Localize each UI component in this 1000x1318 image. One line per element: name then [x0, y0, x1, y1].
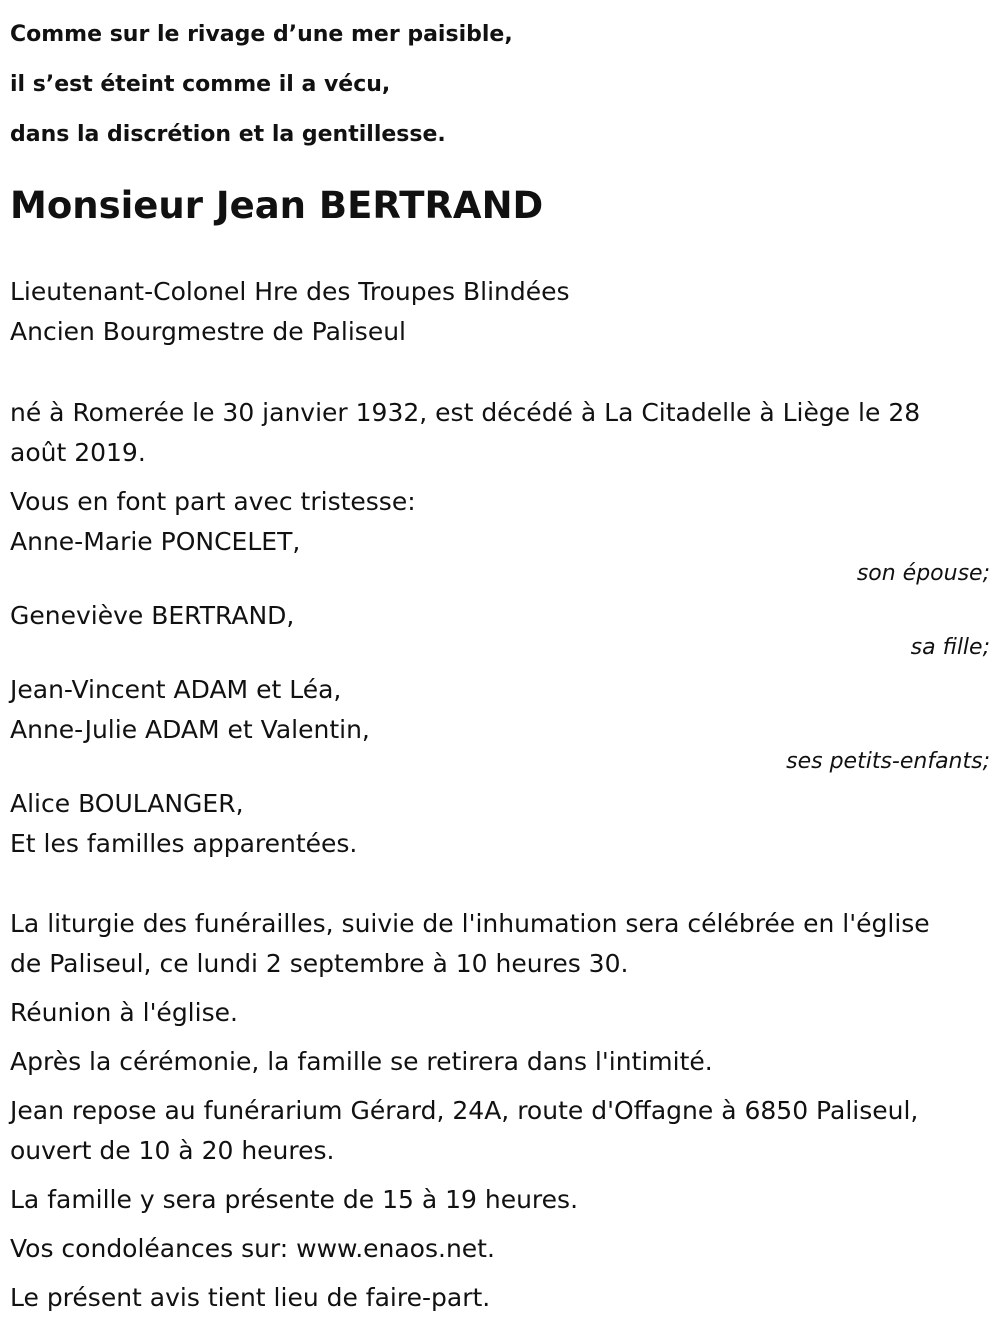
liturgy-line: La liturgie des funérailles, suivie de l'inhumation sera célébrée en l'église	[10, 909, 930, 938]
title-line: Ancien Bourgmestre de Paliseul	[10, 317, 406, 346]
ceremony-details	[10, 904, 990, 1318]
after-ceremony-info: Après la cérémonie, la famille se retirera dans l'intimité.	[10, 1047, 713, 1076]
funeral-home-line: ouvert de 10 à 20 heures.	[10, 1136, 335, 1165]
epigraph	[10, 0, 990, 160]
family-member: Alice BOULANGER,	[10, 789, 244, 818]
birth-death-statement	[10, 393, 990, 473]
condolences-info: Vos condoléances sur: www.enaos.net.	[10, 1234, 495, 1263]
family-presence-info: La famille y sera présente de 15 à 19 heures.	[10, 1185, 579, 1214]
family-member: Et les familles apparentées.	[10, 829, 358, 858]
family-role: ses petits-enfants;	[786, 749, 990, 774]
deceased-titles	[10, 272, 990, 352]
epigraph-line: dans la discrétion et la gentillesse.	[10, 122, 446, 147]
family-member: Geneviève BERTRAND,	[10, 601, 295, 630]
family-intro: Vous en font part avec tristesse:	[10, 487, 416, 516]
deceased-name: Monsieur Jean BERTRAND	[10, 184, 544, 227]
funeral-home-line: Jean repose au funérarium Gérard, 24A, route d'Offagne à 6850 Paliseul,	[10, 1096, 919, 1125]
meeting-info: Réunion à l'église.	[10, 998, 238, 1027]
liturgy-line: de Paliseul, ce lundi 2 septembre à 10 heures 30.	[10, 949, 629, 978]
family-role: sa fille;	[910, 635, 990, 660]
epigraph-line: Comme sur le rivage d’une mer paisible,	[10, 22, 513, 47]
notice-statement: Le présent avis tient lieu de faire-part.	[10, 1283, 491, 1312]
title-line: Lieutenant-Colonel Hre des Troupes Blindées	[10, 277, 570, 306]
birth-death-line: né à Romerée le 30 janvier 1932, est décédé à La Citadelle à Liège le 28	[10, 398, 921, 427]
family-member: Anne-Marie PONCELET,	[10, 527, 301, 556]
obituary-notice	[10, 0, 990, 1318]
epigraph-line: il s’est éteint comme il a vécu,	[10, 72, 391, 97]
family-list	[10, 482, 990, 864]
family-member: Anne-Julie ADAM et Valentin,	[10, 715, 370, 744]
family-role: son épouse;	[856, 561, 990, 586]
birth-death-line: août 2019.	[10, 438, 146, 467]
family-member: Jean-Vincent ADAM et Léa,	[10, 675, 342, 704]
